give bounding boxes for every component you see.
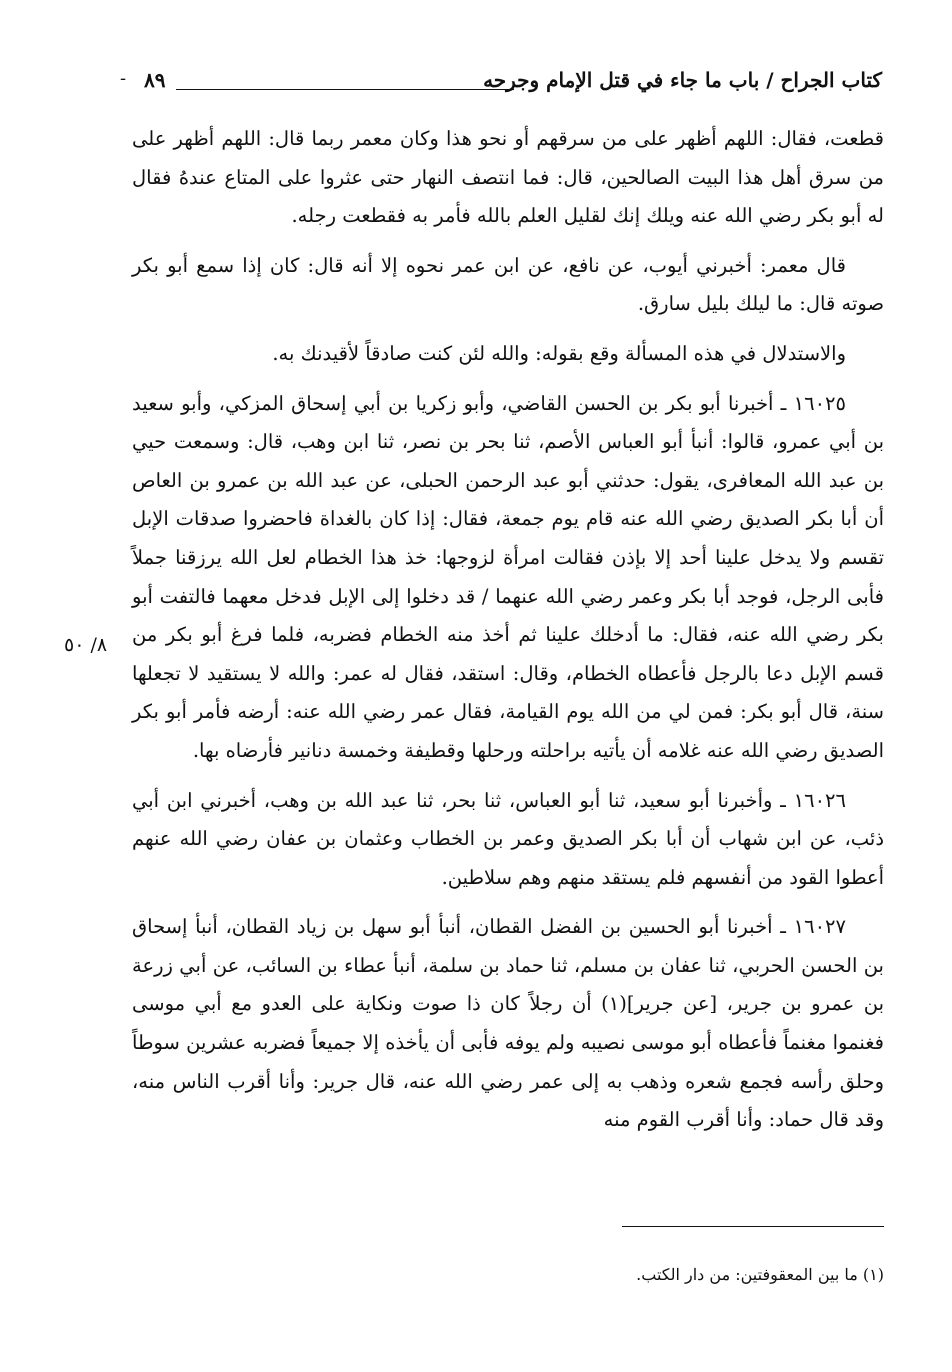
paragraph: قال معمر: أخبرني أيوب، عن نافع، عن ابن عمر نحوه إلا أنه قال: كان إذا سمع أبو بكر صوته قال: ما ليلك بليل سارق. bbox=[132, 253, 884, 316]
paragraph: والاستدلال في هذه المسألة وقع بقوله: والله لئن كنت صادقاً لأقيدنك به. bbox=[272, 341, 846, 365]
margin-volume-reference: ٨/ ٥٠ bbox=[64, 634, 108, 656]
footnote: (١) ما بين المعقوفتين: من دار الكتب. bbox=[636, 1265, 884, 1284]
hadith-16025: ١٦٠٢٥ ـ أخبرنا أبو بكر بن الحسن القاضي، وأبو زكريا بن أبي إسحاق المزكي، وأبو سعيد بن أبي عمرو، قالوا: أنبأ أبو العباس الأصم، ثنا بحر بن نصر، ثنا ابن وهب، قال: وسمعت حيي بن عبد الله المعافرى، يقول: حدثني أبو عبد الرحمن الحبلى، عن عبد الله بن عمرو بن العاص أن أبا بكر الصديق رضي الله عنه قام يوم جمعة، فقال: إذا كان بالغداة فاحضروا صدقات الإبل تقسم ولا يدخل علينا أحد إلا بإذن فقالت امرأة لزوجها: خذ هذا الخطام لعل الله يرزقنا جملاً فأبى الرجل، فوجد أبا بكر وعمر رضي الله عنهما / قد دخلوا إلى الإبل فدخل معهما فالتفت أبو بكر رضي الله عنه، فقال: ما أدخلك علينا ثم أخذ منه الخطام فضربه، فلما فرغ أبو بكر من قسم الإبل دعا بالرجل فأعطاه الخطام، وقال: استقد، فقال له عمر: والله لا يستقيد لا تجعلها سنة، قال أبو بكر: فمن لي من الله يوم القيامة، فقال عمر رضي الله عنه: أرضه فأمر أبو بكر الصديق رضي الله عنه غلامه أن يأتيه براحلته ورحلها وقطيفة وخمسة دنانير فأرضاه بها. bbox=[132, 391, 884, 762]
main-text bbox=[132, 120, 884, 1151]
hadith-16026: ١٦٠٢٦ ـ وأخبرنا أبو سعيد، ثنا أبو العباس، ثنا بحر، ثنا عبد الله بن وهب، أخبرني ابن أبي ذئب، عن ابن شهاب أن أبا بكر الصديق وعمر بن الخطاب وعثمان بن عفان رضي الله عنهم أعطوا القود من أنفسهم فلم يستقد منهم وهم سلاطين. bbox=[132, 788, 884, 889]
header-dash: - bbox=[120, 68, 127, 89]
page-number: ٨٩ bbox=[144, 68, 166, 92]
chapter-title: كتاب الجراح / باب ما جاء في قتل الإمام وجرحه bbox=[483, 68, 882, 92]
hadith-16027: ١٦٠٢٧ ـ أخبرنا أبو الحسين بن الفضل القطان، أنبأ أبو سهل بن زياد القطان، أنبأ إسحاق بن الحسن الحربي، ثنا عفان بن مسلم، ثنا حماد بن سلمة، أنبأ عطاء بن السائب، عن أبي زرعة بن عمرو بن جرير، [عن جرير](١) أن رجلاً كان ذا صوت ونكاية على العدو مع أبي موسى فغنموا مغنماً فأعطاه أبو موسى نصيبه ولم يوفه فأبى أن يأخذه إلا جميعاً فضربه عشرين سوطاً وحلق رأسه فجمع شعره وذهب به إلى عمر رضي الله عنه، قال جرير: وأنا أقرب الناس منه، وقد قال حماد: وأنا أقرب القوم منه bbox=[132, 915, 884, 1132]
running-header bbox=[120, 68, 882, 102]
footnote-separator bbox=[622, 1226, 884, 1227]
header-rule bbox=[176, 89, 514, 90]
paragraph: قطعت، فقال: اللهم أظهر على من سرقهم أو نحو هذا وكان معمر ربما قال: اللهم أظهر على من سرق أهل هذا البيت الصالحين، قال: فما انتصف النهار حتى عثروا على المتاع عندهُ فقال له أبو بكر رضي الله عنه ويلك إنك لقليل العلم بالله فأمر به فقطعت رجله. bbox=[132, 127, 884, 228]
